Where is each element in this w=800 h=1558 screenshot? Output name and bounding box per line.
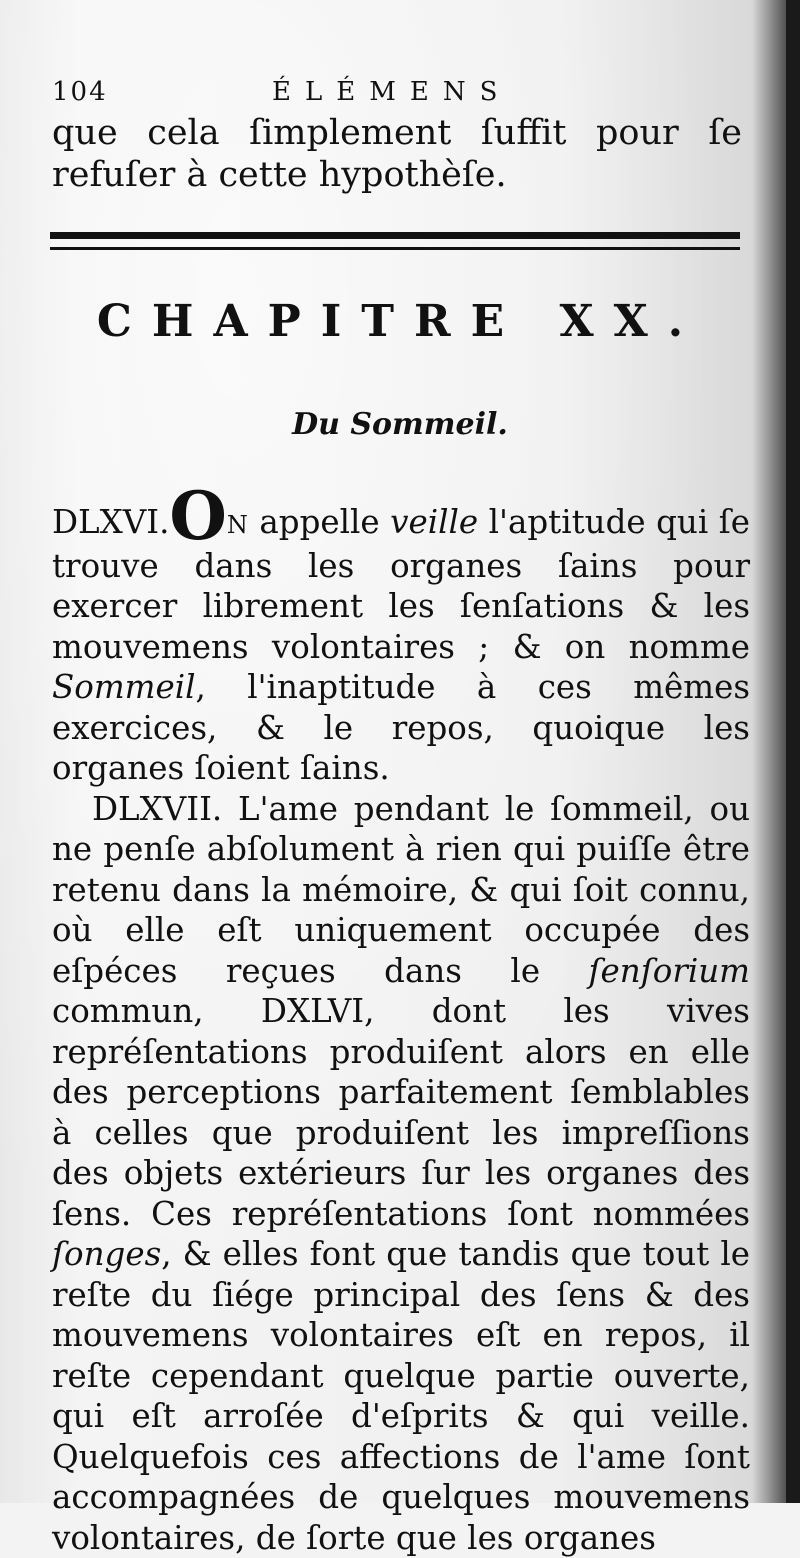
paragraph-text: appelle <box>249 503 390 541</box>
page-number: 104 <box>52 72 108 112</box>
paragraph-text: commun, DXLVI, dont les vives repréſentations produiſent alors en elle des perceptions parfaitement ſemblables à celles que produiſent les impreſſions des objets extérieurs ſur les organes des ſens. Ces repréſentations ſont nommées <box>52 992 750 1233</box>
body-text <box>52 496 750 1558</box>
small-caps: N <box>227 511 249 539</box>
carry-over-paragraph: que cela ſimplement ſuffit pour ſe refuſer à cette hypothèſe. <box>52 112 742 196</box>
chapter-subtitle: Du Sommeil. <box>0 400 800 450</box>
italic-term: Sommeil <box>52 668 196 706</box>
italic-term: veille <box>390 503 478 541</box>
paragraph-text: l'aptitude qui ſe trouve dans les organes ſains pour exercer librement les ſenſations & les mouvemens volontaires ; & on nomme <box>52 503 750 666</box>
italic-term: ſonges <box>52 1235 161 1273</box>
paragraph-dlxvi <box>52 496 750 789</box>
section-number: DLXVI. <box>52 503 169 541</box>
italic-term: ſenſorium <box>589 952 750 990</box>
page-header <box>52 72 542 112</box>
drop-cap: O <box>169 477 227 555</box>
binding-shadow <box>786 0 800 1503</box>
paragraph-text: , & elles font que tandis que tout le reſte du ſiége principal des ſens & des mouvemens volontaires eſt en repos, il reſte cependant quelque partie ouverte, qui eſt arroſée d'eſprits & qui veille. Quelquefois ces affections de l'ame ſont accompagnées de quelques mouvemens volontaires, de ſorte que les organes <box>52 1235 750 1557</box>
double-rule-thick <box>50 232 740 239</box>
carry-over-text <box>52 112 742 196</box>
paragraph-dlxvii <box>52 789 750 1558</box>
paragraph-text: DLXVII. L'ame pendant le ſommeil, ou ne penſe abſolument à rien qui puiſſe être retenu dans la mémoire, & qui ſoit connu, où elle eſt uniquement occupée des eſpéces reçues dans le <box>52 790 750 990</box>
running-title: ÉLÉMENS <box>272 72 511 112</box>
chapter-heading: CHAPITRE XX. <box>0 292 800 352</box>
double-rule-thin <box>50 247 740 250</box>
paragraph-text: , l'inaptitude à ces mêmes exercices, & le repos, quoique les organes ſoient ſains. <box>52 668 750 787</box>
